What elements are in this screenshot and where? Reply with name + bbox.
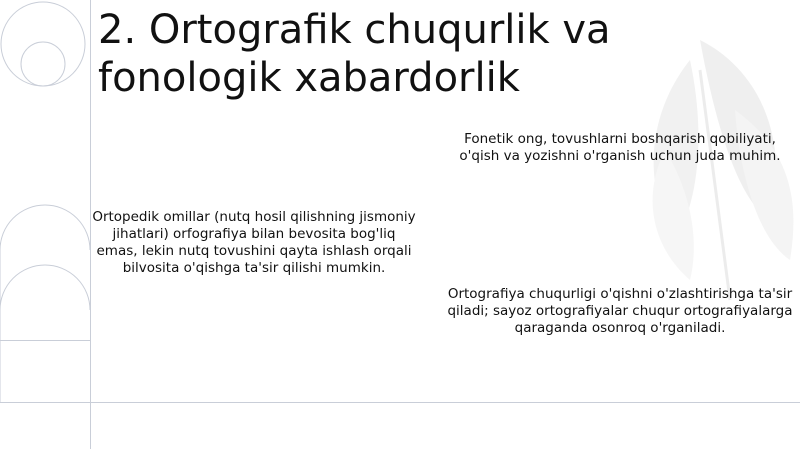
paragraph-right-top: Fonetik ong, tovushlarni boshqarish qobiliyati, o'qish va yozishni o'rganish uchun juda muhim. <box>459 131 781 164</box>
paragraph-left: Ortopedik omillar (nutq hosil qilishning jismoniy jihatlari) orfografiya bilan bevosita bog'liq emas, lekin nutq tovushini qayta ishlash orqali bilvosita o'qishga ta'sir qilishi mumkin. <box>92 209 416 276</box>
slide-title: 2. Ortografik chuqurlik va fonologik xabardorlik <box>98 7 611 101</box>
paragraph-right-bottom: Ortografiya chuqurligi o'qishni o'zlashtirishga ta'sir qiladi; sayoz ortografiyalar chuqur ortografiyalarga qaraganda osonroq o'rganiladi. <box>447 286 793 336</box>
